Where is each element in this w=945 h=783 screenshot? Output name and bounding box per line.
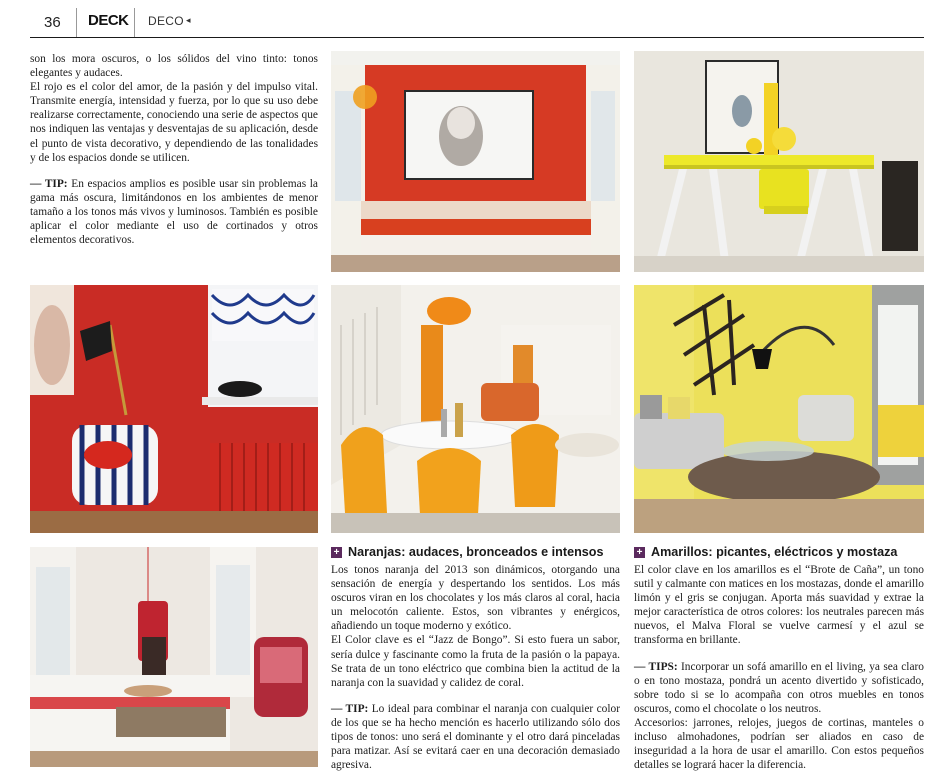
red-armchair-room-photo (30, 285, 318, 533)
tip-label: — TIP: (30, 177, 68, 190)
left-text-column (30, 52, 318, 247)
tip-text: Lo ideal para combinar el naranja con cualquier color de los que se ha hecho mención es hacerlo utilizando sólo dos tipos de tonos: uno será el dominante y el otro dará pinceladas para matizar. Así se evitará caer en una decoración demasiado agresiva. (331, 702, 620, 772)
tip-text: Incorporar un sofá amarillo en el living, ya sea claro o en tono mostaza, pondrá un acento divertido y sofisticado, sobre todo si se lo acompaña con otros muebles en tonos oscuros, como el chocolate o los neutros. (634, 660, 924, 715)
amarillos-paragraph-3: Accesorios: jarrones, relojes, juegos de cortinas, manteles o incluso almohadones, podrían ser aliados en caso de inseguridad a la hora de usar el amarillo. Con estos pequeños detalles se logrará hacer la diferencia. (634, 716, 924, 772)
page-header (0, 0, 945, 46)
red-tip-paragraph (30, 177, 318, 247)
section-label: DECO (148, 14, 184, 28)
red-bedroom-photo (331, 51, 620, 272)
white-bedroom-photo (30, 547, 318, 767)
naranjas-tip-paragraph (331, 702, 620, 772)
naranjas-text-column (331, 563, 620, 772)
magazine-logo: DECK (88, 12, 129, 29)
red-body-paragraph: El rojo es el color del amor, de la pasión y del impulso vital. Transmite energía, intensidad y fuerza, por lo que su uso debe realizarse correctamente, conociendo una serie de aspectos que nos indiquen las ventajas y desventajas de su aplicación, desde el punto de vista decorativo, y dependiendo de las tonalidades y de los espacios donde se utilicen. (30, 81, 318, 164)
tip-label: — TIP: (331, 702, 369, 715)
header-divider (134, 8, 135, 38)
amarillos-tip-paragraph (634, 660, 924, 716)
plus-square-icon: + (634, 547, 645, 558)
yellow-living-room-photo (634, 285, 924, 533)
plus-square-icon: + (331, 547, 342, 558)
amarillos-heading-text: Amarillos: picantes, eléctricos y mostaza (651, 545, 898, 559)
header-rule (30, 37, 924, 38)
naranjas-paragraph-2: El Color clave es el “Jazz de Bongo”. Si esto fuera un sabor, sería dulce y fascinante como la fruta de la pasión o la papaya. Se trata de un tono eléctrico que combina bien la actitud de la naranja con la suavidad y calidez de coral. (331, 634, 620, 689)
header-divider (76, 8, 77, 38)
amarillos-text-column (634, 563, 924, 772)
amarillos-paragraph-1: El color clave en los amarillos es el “Brote de Caña”, un tono sutil y calmante con matices en los mostazas, donde el amarillo limón y el gris se conjugan. Aporta más suavidad y extrae la mejor característica de otros colores: los neutrales parecen más nuevos, el Malva Floral se vuelve carmesí y el azul se transforma en brillante. (634, 564, 924, 647)
amarillos-heading (634, 545, 897, 559)
intro-paragraph: son los mora oscuros, o los sólidos del vino tinto: tonos elegantes y audaces. (30, 53, 318, 80)
naranjas-heading (331, 545, 603, 559)
page-number: 36 (44, 14, 61, 31)
naranjas-heading-text: Naranjas: audaces, bronceados e intensos (348, 545, 604, 559)
yellow-desk-photo (634, 51, 924, 272)
triangle-left-icon: ◂ (186, 15, 191, 25)
orange-dining-room-photo (331, 285, 620, 533)
tip-label: — TIPS: (634, 660, 678, 673)
tip-text: En espacios amplios es posible usar sin problemas la gama más oscura, limitándonos en los ambientes de menor tamaño a los tonos más vivos y luminosos. También es posible aplicar el color mediante el uso de cortinados y otros elementos decorativos. (30, 177, 318, 247)
naranjas-paragraph-1: Los tonos naranja del 2013 son dinámicos, otorgando una sensación de energía y despertando los sentidos. Los más oscuros viran en los chocolates y los más claros al coral, hacia un melocotón caliente. Estos, son vibrantes y enérgicos, añadiendo un toque moderno y exótico. (331, 564, 620, 633)
